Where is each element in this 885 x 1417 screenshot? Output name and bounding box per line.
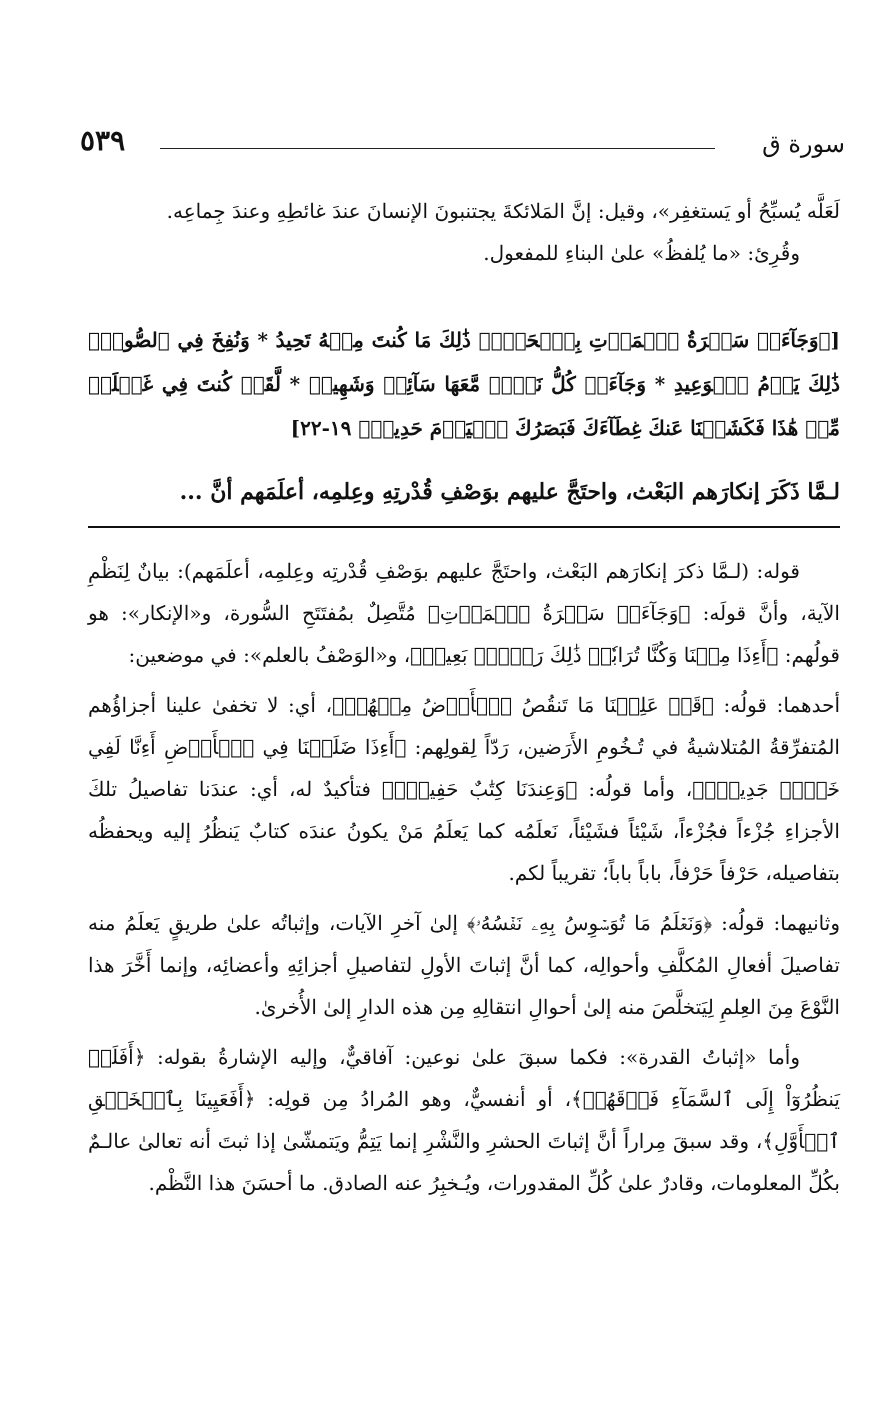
commentary-paragraph-1: قوله: (لـمَّا ذكرَ إنكارَهم البَعْث، واحتَجَّ عليهم بوَصْفِ قُدْرتِه وعِلمِه، أعلَمَهم): بيانٌ لِنَظْمِ الآية، وأنَّ قولَه: ﴿وَجَآءَتۡ سَكۡرَةُ ٱلۡمَوۡتِ﴾ مُتَّصِلٌ بمُفتَتَحِ السُّورة، و«الإنكار»: هو قولُهم: ﴿أَءِذَا مِتۡنَا وَكُنَّا تُرَابٗاۖ ذَٰلِكَ رَجۡعُۢ بَعِيدٞ﴾، و«الوَصْفُ بالعلم»: في موضعين:	[88, 559, 840, 667]
top-text-block	[88, 190, 840, 274]
section-divider	[88, 526, 840, 528]
page-header	[80, 120, 845, 170]
commentary-paragraph-2: أحدهما: قولُه: ﴿قَدۡ عَلِمۡنَا مَا تَنقُصُ ٱلۡأَرۡضُ مِنۡهُمۡ﴾، أي: لا تخفىٰ علينا أجزاؤُهم المُتفرِّقةُ المُتلاشيةُ في تُـخُومِ الأَرَضين، رَدّاً لِقولِهم: ﴿أَءِذَا ضَلَلۡنَا فِي ٱلۡأَرۡضِ أَءِنَّا لَفِي خَلۡقٖ جَدِيدِۭ﴾، وأما قولُه: ﴿وَعِندَنَا كِتَٰبٌ حَفِيظُۢ﴾ فتأكيدٌ له، أي: عندَنا تفاصيلُ تلكَ الأجزاءِ جُزْءاً فجُزْءاً، شَيْئاً فشَيْئاً، نَعلَمُه كما يَعلَمُ مَنْ يكونُ عندَه كتابٌ يَنظُرُ إليه ويحفظُه بتفاصيله، حَرْفاً حَرْفاً، باباً باباً؛ تقريباً لكم.	[88, 693, 840, 885]
quran-verses	[88, 318, 840, 450]
verses-text: [﴿وَجَآءَتۡ سَكۡرَةُ ٱلۡمَوۡتِ بِٱلۡحَقِّۖ ذَٰلِكَ مَا كُنتَ مِنۡهُ تَحِيدُ * وَنُفِخَ فِي ٱلصُّورِۚ ذَٰلِكَ يَوۡمُ ٱلۡوَعِيدِ * وَجَآءَتۡ كُلُّ نَفۡسٖ مَّعَهَا سَآئِقٞ وَشَهِيدٞ * لَّقَدۡ كُنتَ فِي غَفۡلَةٖ مِّنۡ هَٰذَا فَكَشَفۡنَا عَنكَ غِطَآءَكَ فَبَصَرُكَ ٱلۡيَوۡمَ حَدِيدٞ﴾ ١٩-٢٢]	[88, 328, 840, 440]
matn-text	[88, 470, 840, 514]
surah-title: سورة ق	[762, 130, 845, 158]
top-line-2: وقُرِئ: «ما يُلفظُ» علىٰ البناءِ للمفعول.	[483, 241, 800, 265]
commentary-paragraph-4: وأما «إثباتُ القدرة»: فكما سبقَ علىٰ نوعين: آفاقيٌّ، وإليه الإشارةُ بقوله: ﴿أَفَلَمۡ يَنظُرُوٓاْ إِلَى ٱلسَّمَآءِ فَوۡقَهُمۡ﴾، أو أنفسيٌّ، وهو المُرادُ مِن قولِه: ﴿أَفَعَيِينَا بِٱلۡخَلۡقِ ٱلۡأَوَّلِ﴾، وقد سبقَ مِراراً أنَّ إثباتَ الحشرِ والنَّشْرِ إنما يَتِمُّ ويَتمشّىٰ إذا ثبتَ أنه تعالىٰ عالـمٌ بكُلِّ المعلومات، وقادرٌ علىٰ كُلِّ المقدورات، ويُـخبِرُ عنه الصادق. ما أحسَنَ هذا النَّظْم.	[88, 1045, 840, 1195]
header-rule	[160, 148, 715, 149]
top-line-1: لَعَلَّه يُسبِّحُ أو يَستغفِر»، وقيل: إنَّ المَلائكةَ يجتنبونَ الإنسانَ عندَ غائطِهِ وعندَ جِماعِه.	[166, 199, 840, 223]
commentary	[88, 550, 840, 1212]
matn-line: لـمَّا ذَكَرَ إنكارَهم البَعْث، واحتَجَّ عليهم بوَصْفِ قُدْرتِهِ وعِلمِه، أعلَمَهم أنَّ ...	[179, 479, 840, 505]
commentary-paragraph-3: وثانيهما: قولُه: ﴿وَنَعۡلَمُ مَا تُوَسۡوِسُ بِهِۦ نَفۡسُهُۥ﴾ إلىٰ آخرِ الآيات، وإثباتُه علىٰ طريقٍ يَعلَمُ منه تفاصيلَ أفعالِ المُكلَّفِ وأحوالِه، كما أنَّ إثباتَ الأولِ لتفاصيلِ أجزائِهِ وأعضائِه، وإنما أَخَّرَ هذا النَّوْعَ مِنَ العِلمِ لِيَتخلَّصَ منه إلىٰ أحوالِ انتقالِهِ مِن هذه الدارِ إلىٰ الأُخرىٰ.	[88, 911, 840, 1019]
page-number: ٥٣٩	[80, 124, 126, 157]
